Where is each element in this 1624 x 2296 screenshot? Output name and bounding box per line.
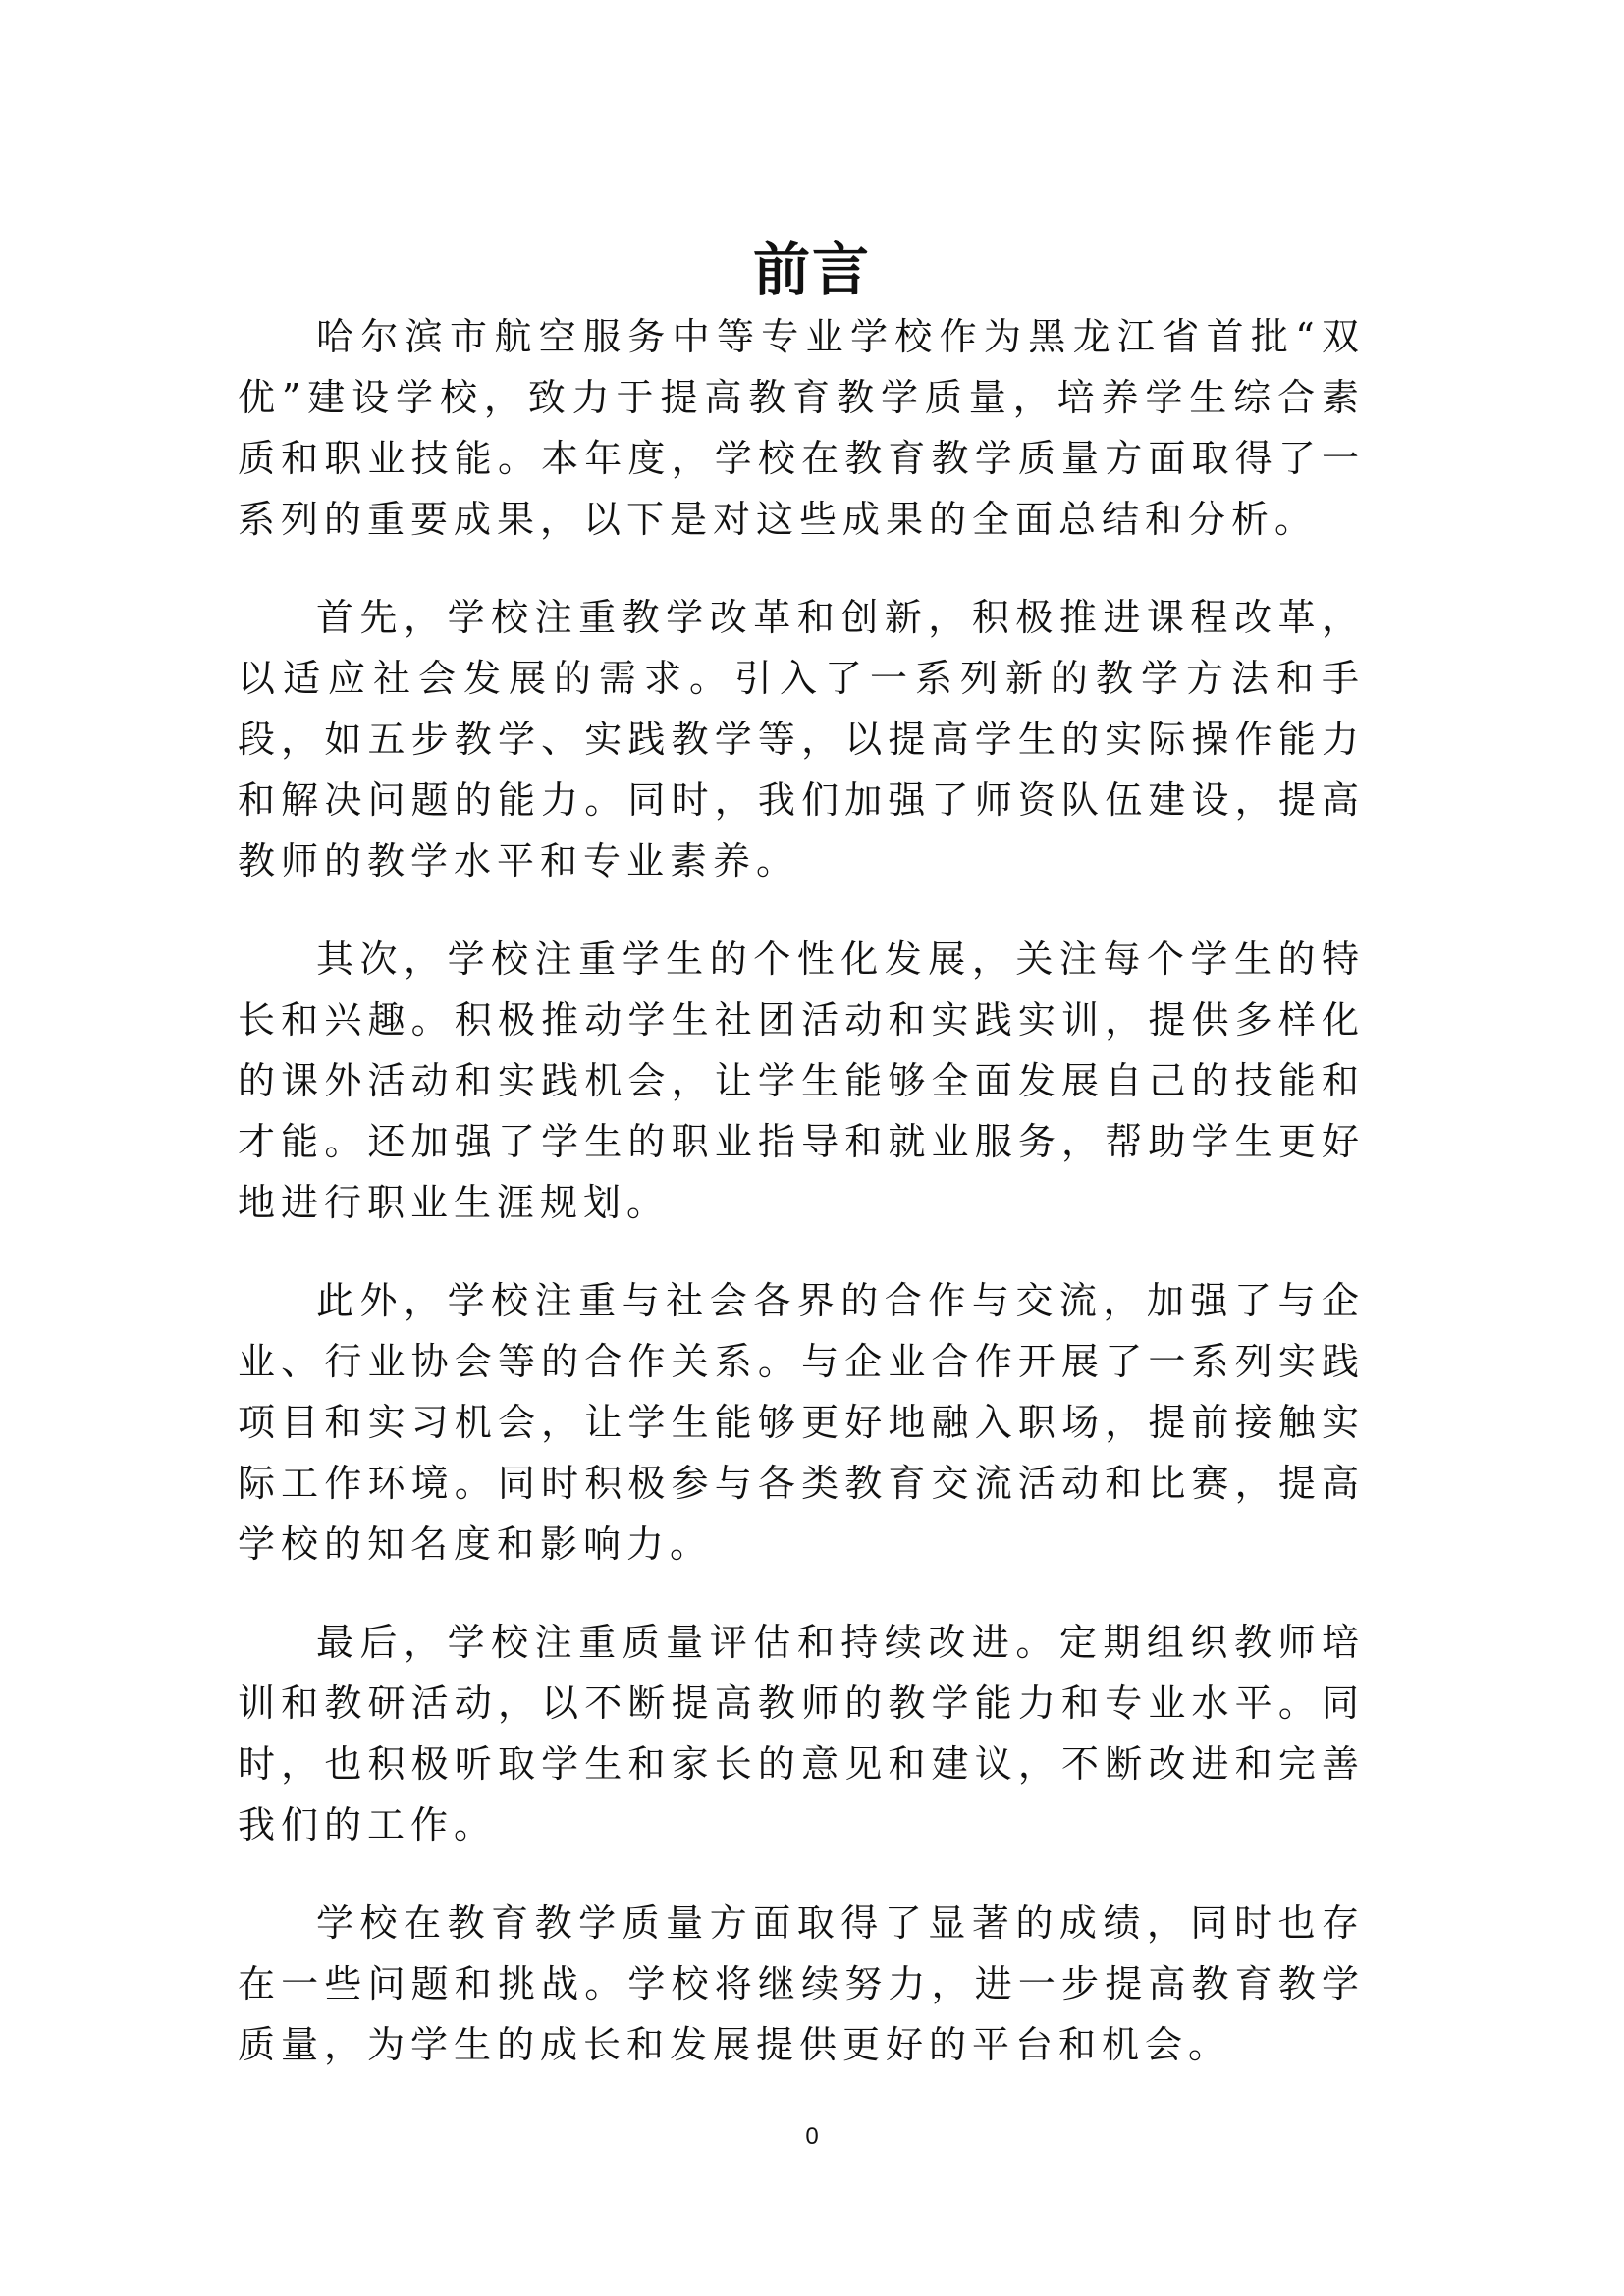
paragraph: 学校在教育教学质量方面取得了显著的成绩，同时也存在一些问题和挑战。学校将继续努力，进一步提高教育教学质量，为学生的成长和发展提供更好的平台和机会。 <box>238 1901 1365 2066</box>
page-title: 前言 <box>752 236 871 303</box>
body-text <box>238 306 1365 2112</box>
paragraph: 首先，学校注重教学改革和创新，积极推进课程改革，以适应社会发展的需求。引入了一系列新的教学方法和手段，如五步教学、实践教学等，以提高学生的实际操作能力和解决问题的能力。同时，我们加强了师资队伍建设，提高教师的教学水平和专业素养。 <box>238 596 1365 882</box>
paragraph: 哈尔滨市航空服务中等专业学校作为黑龙江省首批“双优”建设学校，致力于提高教育教学质量，培养学生综合素质和职业技能。本年度，学校在教育教学质量方面取得了一系列的重要成果，以下是对这些成果的全面总结和分析。 <box>238 315 1365 541</box>
paragraph: 此外，学校注重与社会各界的合作与交流，加强了与企业、行业协会等的合作关系。与企业合作开展了一系列实践项目和实习机会，让学生能够更好地融入职场，提前接触实际工作环境。同时积极参与各类教育交流活动和比赛，提高学校的知名度和影响力。 <box>238 1279 1365 1566</box>
paragraph: 其次，学校注重学生的个性化发展，关注每个学生的特长和兴趣。积极推动学生社团活动和实践实训，提供多样化的课外活动和实践机会，让学生能够全面发展自己的技能和才能。还加强了学生的职业指导和就业服务，帮助学生更好地进行职业生涯规划。 <box>238 937 1365 1224</box>
page-number: 0 <box>805 2123 819 2150</box>
paragraph: 最后，学校注重质量评估和持续改进。定期组织教师培训和教研活动，以不断提高教师的教学能力和专业水平。同时，也积极听取学生和家长的意见和建议，不断改进和完善我们的工作。 <box>238 1621 1365 1846</box>
